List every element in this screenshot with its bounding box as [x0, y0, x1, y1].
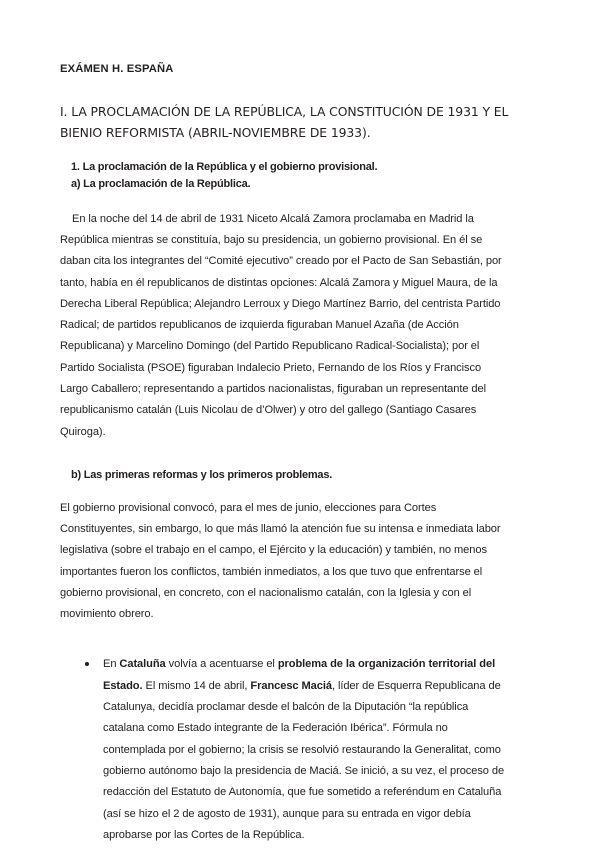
- list-spacer: [60, 640, 512, 654]
- document-title: EXÁMEN H. ESPAÑA: [60, 63, 174, 75]
- paragraph-reformas: El gobierno provisional convocó, para el mes de junio, elecciones para Cortes Constituyentes, sin embargo, lo que más llamó la atención fue su intensa e inmediata labor legislativa (sobre el trabajo en el campo, el Ejército y la educación) y también, no menos importantes fueron los conflictos, también inmediatos, a los que tuvo que enfrentarse el gobierno provisional, en concreto, con el nacionalismo catalán, con la Iglesia y con el movimiento obrero.: [60, 501, 501, 621]
- paragraph-spacer: [60, 458, 512, 467]
- subheading-1a: a) La proclamación de la República.: [71, 177, 251, 190]
- bullet-dot-icon: [85, 662, 89, 666]
- subheading-group: [60, 159, 512, 192]
- list-item: [60, 654, 512, 846]
- bullet-list: [60, 654, 512, 846]
- subheading-1b: b) Las primeras reformas y los primeros problemas.: [71, 468, 333, 481]
- paragraph-proclamacion: En la noche del 14 de abril de 1931 Niceto Alcalá Zamora proclamaba en Madrid la República mientras se constituía, bajo su presidencia, un gobierno provisional. En él se daban cita los integrantes del “Comité ejecutivo” creado por el Pacto de San Sebastián, por tanto, había en él republicanos de distintas opciones: Alcalá Zamora y Miguel Maura, de la Derecha Liberal República; Alejandro Lerroux y Diego Martínez Barrio, del centrista Partido Radical; de partidos republicanos de izquierda figuraban Manuel Azaña (de Acción Republicana) y Marcelino Domingo (del Partido Republicano Radical-Socialista); por el Partido Socialista (PSOE) figuraban Indalecio Prieto, Fernando de los Ríos y Francisco Largo Caballero; representando a partidos nacionalistas, figuraban un representante del republicanismo catalán (Luis Nicolau de d’Olwer) y otro del gallego (Santiago Casares Quiroga).: [60, 212, 502, 438]
- subheading-1: 1. La proclamación de la República y el gobierno provisional.: [71, 161, 378, 174]
- section-roman-heading: I. LA PROCLAMACIÓN DE LA REPÚBLICA, LA CONSTITUCIÓN DE 1931 Y EL BIENIO REFORMISTA (ABRIL-NOVIEMBRE DE 1933).: [60, 103, 509, 140]
- list-item-text: En Cataluña volvía a acentuarse el problema de la organización territorial del Estado. El mismo 14 de abril, Francesc Maciá, líder de Esquerra Republicana de Catalunya, decidía proclamar desde el balcón de la Diputación “la república catalana como Estado integrante de la Federación Ibérica”. Fórmula no contemplada por el gobierno; la crisis se resolvió restaurando la Generalitat, como gobierno autónomo bajo la presidencia de Maciá. Se inició, a su vez, el proceso de redacción del Estatuto de Autonomía, que fue sometido a referéndum en Cataluña (así se hizo el 2 de agosto de 1931), aunque para su entrada en vigor debía aprobarse por las Cortes de la República.: [103, 658, 505, 841]
